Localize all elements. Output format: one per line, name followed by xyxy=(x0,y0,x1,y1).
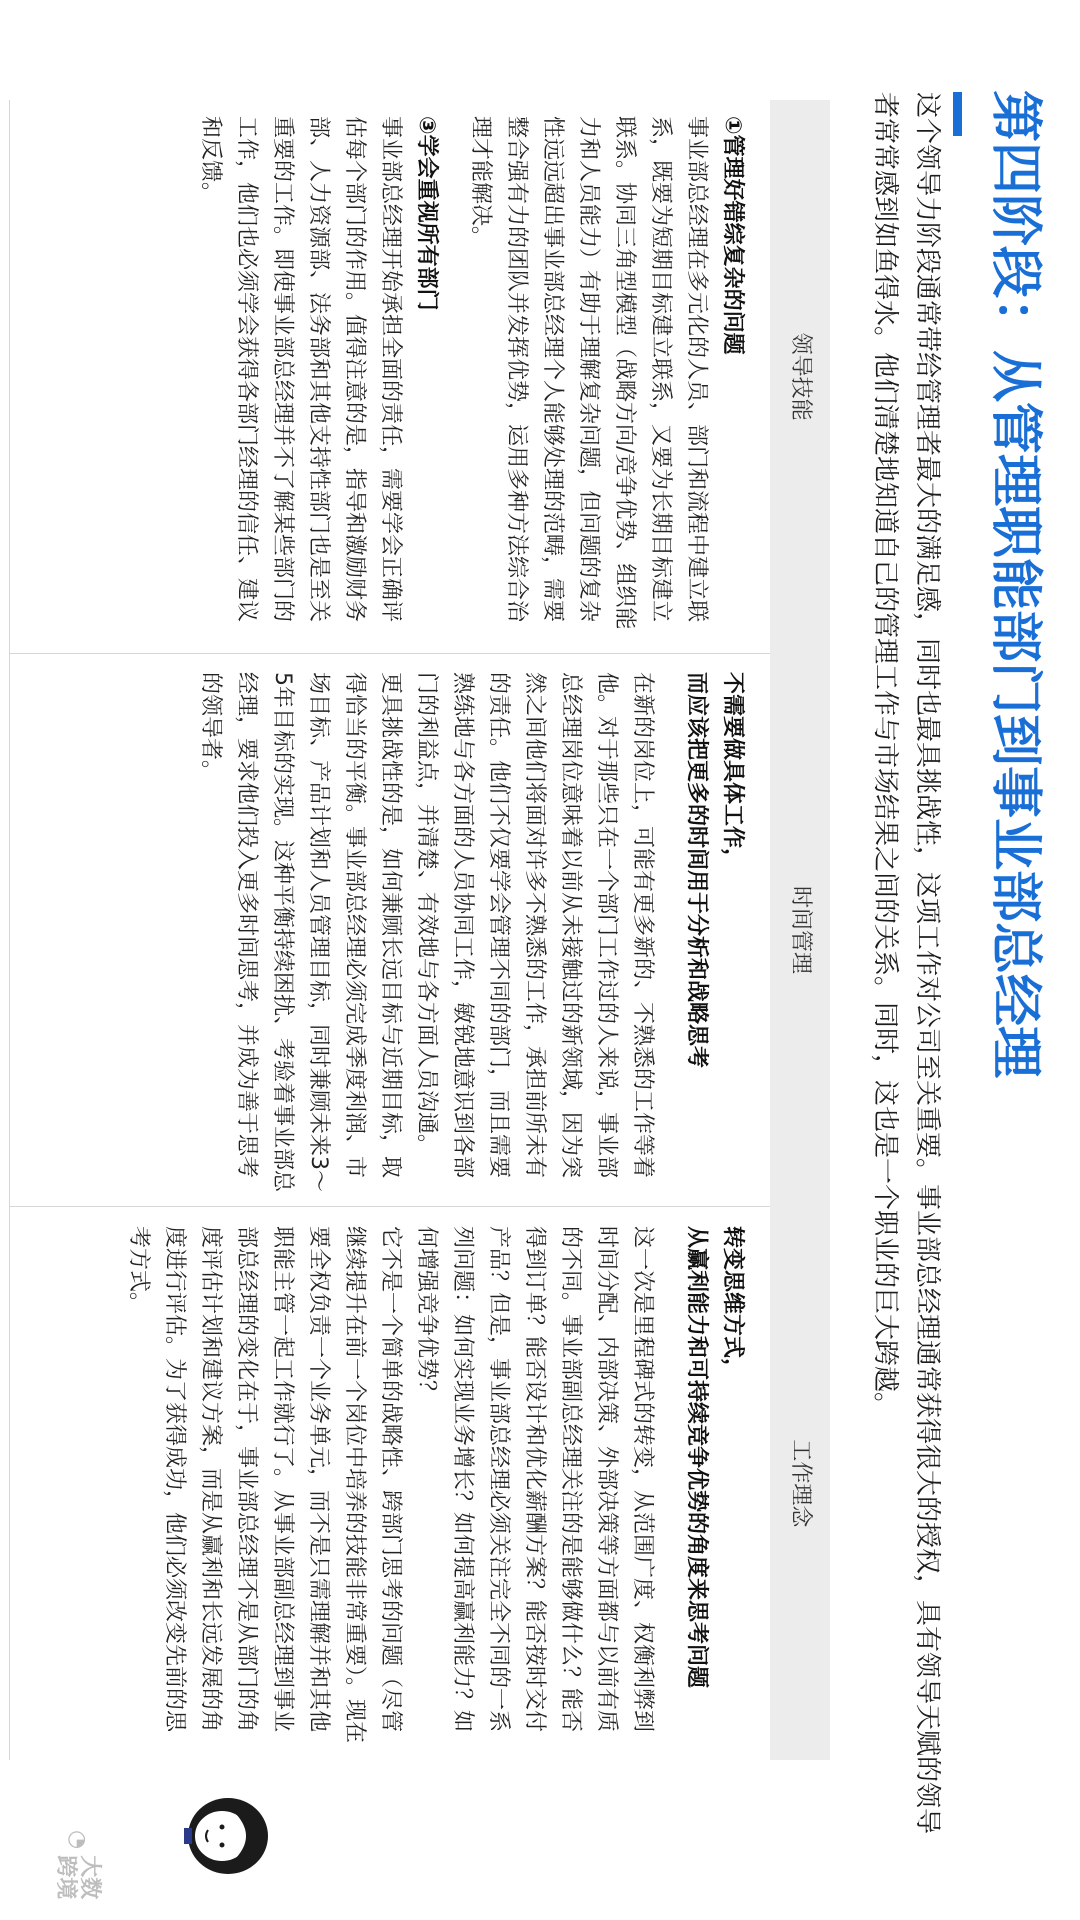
watermark-logo-icon: ◔ xyxy=(65,1830,91,1850)
watermark xyxy=(30,1830,125,1918)
column-divider xyxy=(10,1206,770,1207)
column-work-philosophy xyxy=(120,1226,750,1746)
section-heading: 而应该把更多的时间用于分析和战略思考 xyxy=(684,672,709,1069)
header-work-philosophy: 工作理念 xyxy=(788,1439,813,1528)
table-bottom-border xyxy=(9,100,10,1760)
comparison-table xyxy=(0,100,830,1760)
section-heading: 不需要做具体工作， xyxy=(720,672,745,871)
header-time-management: 时间管理 xyxy=(788,885,813,974)
column-divider xyxy=(10,653,770,654)
section-text: 事业部总经理在多元化的人员、部门和流程中建立联系，既要为短期目标建立联系，又要为长期目标建立联系。协同三角型模型（战略方向/竞争优势、组织能力和人员能力）有助于理解复杂问题，但问题的复杂性远远超出事业部总经理个人能够处理的范畴，需要整合强有力的团队并发挥优势，运用多种方法综合治理才能解决。 xyxy=(468,116,709,630)
table-header xyxy=(770,100,830,1760)
section-text: 更具挑战性的是，如何兼顾长远目标与近期目标，取得恰当的平衡。事业部总经理必须完成季度利润、市场目标、产品计划和人员管理目标，同时兼顾未来3～5年目标的实现。这种平衡持续困扰、考验着事业部总经理，要求他们投入更多时间思考，并成为善于思考的领导者。 xyxy=(198,672,403,1192)
column-leadership-skills xyxy=(192,116,750,636)
watermark-text: 大数跨境 xyxy=(53,1855,103,1900)
title-accent-bar xyxy=(953,92,962,136)
page-title: 第四阶段：从管理职能部门到事业部总经理 xyxy=(985,90,1045,1079)
intro-paragraph: 这个领导力阶段通常带给管理者最大的满足感，同时也最具挑战性，这项工作对公司至关重要。事业部总经理通常获得很大的授权，具有领导天赋的领导者常常感到如鱼得水。他们清楚地知道自己的管理工作与市场结果之间的关系。同时，这也是一个职业的巨大跨越。 xyxy=(870,92,942,1835)
section-text: 它不是一个简单的战略性、跨部门思考的问题（尽管继续提升在前一个岗位中培养的技能非常重要）。现在要全权负责一个业务单元，而不是只需理解并和其他职能主管一起工作就行了。从事业部副总经理到事业部总经理的变化在于，事业部总经理不是从部门的角度评估计划和建议方案，而是从赢利和长远发展的角度进行评估。为了获得成功，他们必须改变先前的思考方式。 xyxy=(126,1226,403,1744)
section-text: 这一次是里程碑式的转变，从范围广度、权衡利弊到时间分配、内部决策、外部决策等方面都与以前有质的不同。事业部副总经理关注的是能够做什么？能否得到订单？能否设计和优化薪酬方案？能否按时交付产品？但是，事业部总经理必须关注完全不同的一系列问题：如何实现业务增长？如何提高赢利能力？如何增强竞争优势？ xyxy=(414,1226,655,1733)
section-heading: 转变思维方式， xyxy=(720,1226,745,1381)
section-text: 事业部总经理开始承担全面的责任，需要学会正确评估每个部门的作用。值得注意的是，指导和激励财务部、人力资源部、法务部和其他支持性部门也是至关重要的工作。即使事业部总经理并不了解某些部门的工作，他们也必须学会获得各部门经理的信任、建议和反馈。 xyxy=(198,116,403,623)
header-leadership-skills: 领导技能 xyxy=(788,332,813,421)
section-heading: ①管理好错综复杂的问题 xyxy=(720,116,745,355)
section-heading: ③学会重视所有部门 xyxy=(414,116,439,311)
section-text: 在新的岗位上，可能有更多新的、不熟悉的工作等着他。对于那些只在一个部门工作过的人来说，事业部总经理岗位意味着以前从未接触过的新领域，因为突然之间他们将面对许多不熟悉的工作，承担前所未有的责任。他们不仅要学会管理不同的部门，而且需要熟练地与各方面的人员协同工作，敏锐地意识到各部门的利益点，并清楚、有效地与各方面人员沟通。 xyxy=(414,672,655,1179)
avatar-illustration xyxy=(182,1790,280,1882)
column-time-management xyxy=(192,672,750,1192)
section-heading: 从赢利能力和可持续竞争优势的角度来思考问题 xyxy=(684,1226,709,1689)
